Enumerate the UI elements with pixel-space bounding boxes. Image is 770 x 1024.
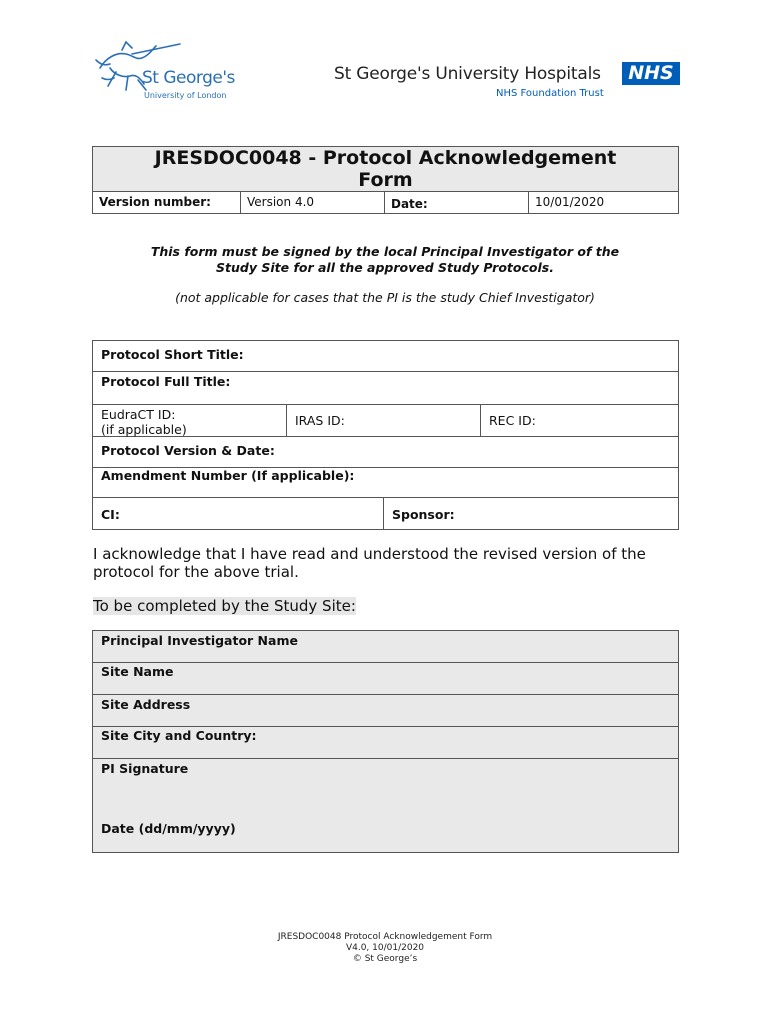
university-subtitle: University of London [144, 91, 227, 100]
pi-signature-field[interactable] [93, 759, 678, 852]
protocol-short-title-field[interactable]: Protocol Short Title: [93, 341, 678, 372]
site-address-field[interactable]: Site Address [93, 695, 678, 727]
protocol-table [92, 340, 679, 530]
site-city-country-field[interactable]: Site City and Country: [93, 727, 678, 759]
st-georges-logo [92, 38, 242, 104]
site-name-field[interactable]: Site Name [93, 663, 678, 695]
instruction-note: (not applicable for cases that the PI is the study Chief Investigator) [175, 290, 595, 305]
university-name: St George's [142, 68, 235, 88]
title-table [92, 146, 679, 214]
footer-line-3: © St George’s [352, 954, 418, 964]
instruction-text [100, 244, 670, 276]
ci-sponsor-row [93, 498, 678, 529]
version-row [93, 192, 678, 213]
protocol-full-title-field[interactable]: Protocol Full Title: [93, 372, 678, 405]
date-value: 10/01/2020 [535, 195, 605, 209]
instruction-line-1: This form must be signed by the local Principal Investigator of the [150, 244, 620, 259]
date-label: Date: [385, 192, 529, 213]
protocol-version-date-field[interactable]: Protocol Version & Date: [93, 437, 678, 468]
footer-line-2: V4.0, 10/01/2020 [345, 943, 425, 953]
document-title [93, 147, 678, 192]
eudract-note: (if applicable) [101, 422, 187, 437]
iras-id-field[interactable]: IRAS ID: [287, 405, 481, 436]
acknowledgement-text: I acknowledge that I have read and understood the revised version of the protocol for the above trial. [93, 545, 646, 581]
title-line-2: Form [358, 169, 413, 191]
rec-id-field[interactable]: REC ID: [489, 413, 536, 428]
site-section-heading: To be completed by the Study Site: [93, 597, 356, 615]
instruction-line-2: Study Site for all the approved Study Protocols. [216, 260, 554, 275]
nhs-badge: NHS [622, 62, 680, 85]
pi-signature-label: PI Signature [101, 761, 189, 776]
trust-name: NHS Foundation Trust [496, 88, 604, 99]
date-label: Date (dd/mm/yyyy) [101, 821, 236, 836]
pi-name-field[interactable]: Principal Investigator Name [93, 631, 678, 663]
title-line-1: JRESDOC0048 - Protocol Acknowledgement [154, 147, 617, 169]
ci-field[interactable]: CI: [93, 498, 384, 529]
hospital-name: St George's University Hospitals [334, 64, 601, 84]
version-label: Version number: [93, 192, 241, 213]
site-table [92, 630, 679, 853]
id-row [93, 405, 678, 437]
eudract-label: EudraCT ID: [101, 407, 176, 422]
version-value: Version 4.0 [241, 192, 385, 213]
amendment-number-field[interactable]: Amendment Number (If applicable): [93, 468, 678, 498]
footer-line-1: JRESDOC0048 Protocol Acknowledgement Form [277, 932, 493, 942]
sponsor-field[interactable]: Sponsor: [392, 507, 455, 522]
page-footer [185, 932, 585, 965]
eudract-id-field[interactable] [93, 405, 287, 436]
